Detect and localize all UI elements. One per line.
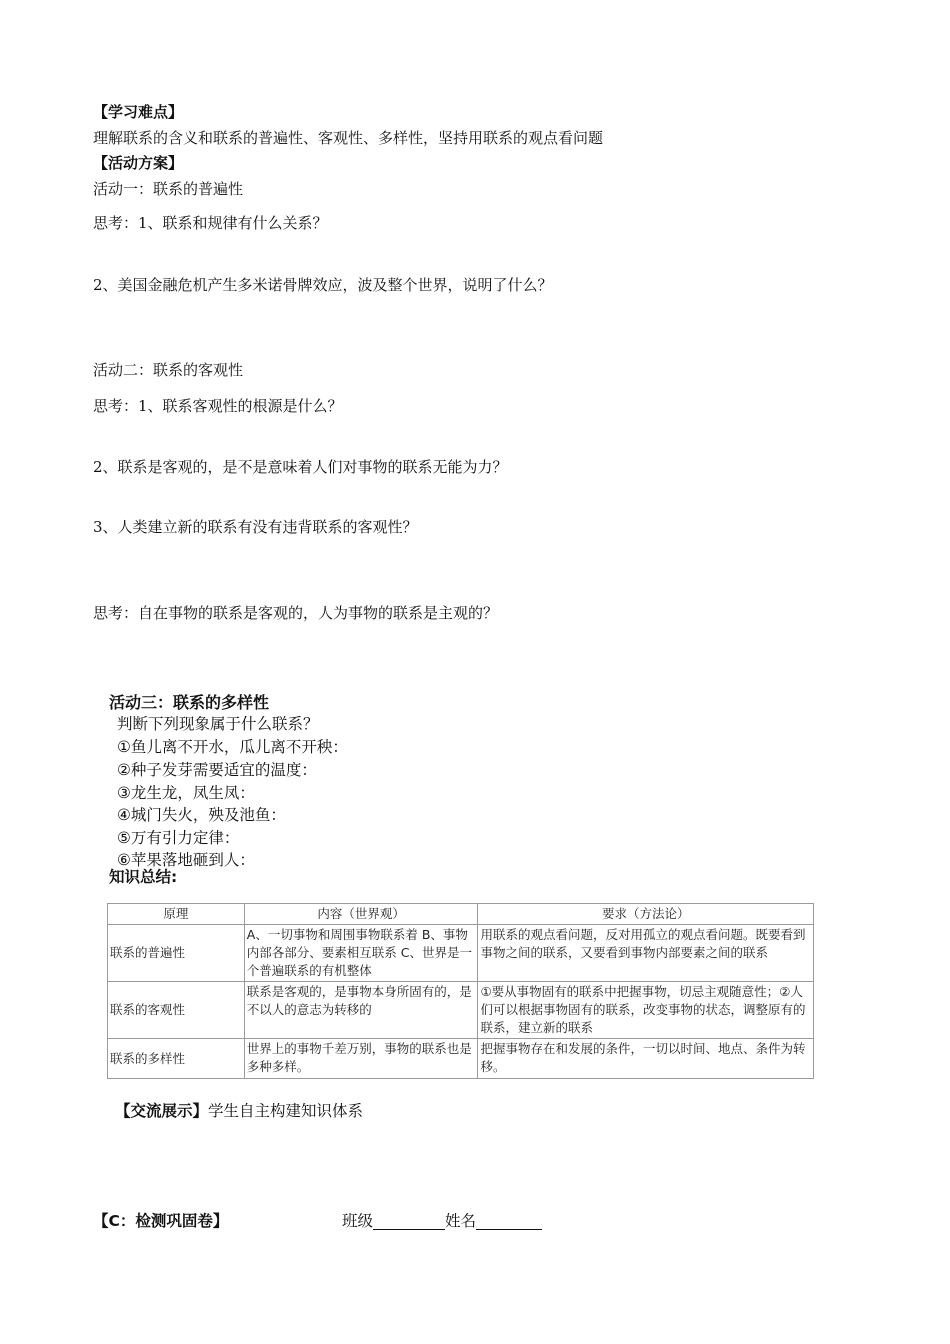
activity3-item-3: ③龙生龙，凤生凤： bbox=[117, 784, 255, 802]
difficulty-text: 理解联系的含义和联系的普遍性、客观性、多样性，坚持用联系的观点看问题 bbox=[93, 129, 604, 147]
knowledge-summary-table bbox=[107, 903, 814, 1079]
activity3-prompt: 判断下列现象属于什么联系？ bbox=[117, 715, 319, 733]
activity2-question-1: 思考：1、联系客观性的根源是什么？ bbox=[93, 397, 343, 415]
activity3-item-6: ⑥苹果落地砸到人： bbox=[117, 851, 255, 869]
activity3-item-1: ①鱼儿离不开水，瓜儿离不开秧： bbox=[117, 738, 348, 756]
name-blank[interactable] bbox=[476, 1215, 542, 1230]
class-label: 班级 bbox=[342, 1212, 374, 1230]
table-header-row bbox=[108, 904, 814, 925]
activity1-question-1: 思考：1、联系和规律有什么关系？ bbox=[93, 214, 328, 232]
header-requirement: 要求（方法论） bbox=[478, 904, 814, 925]
summary-title: 知识总结: bbox=[109, 868, 178, 886]
principle-cell: 联系的普遍性 bbox=[108, 925, 245, 982]
plan-heading: 【活动方案】 bbox=[93, 154, 184, 172]
table-row bbox=[108, 982, 814, 1039]
header-principle: 原理 bbox=[108, 904, 245, 925]
content-cell: 联系是客观的，是事物本身所固有的，是不以人的意志为转移的 bbox=[244, 982, 478, 1039]
exchange-heading: 【交流展示】 bbox=[115, 1102, 209, 1120]
activity2-title: 活动二：联系的客观性 bbox=[93, 361, 244, 379]
content-cell: A、一切事物和周围事物联系着 B、事物内部各部分、要素相互联系 C、世界是一个普遍联系的有机整体 bbox=[244, 925, 478, 982]
name-label: 姓名 bbox=[445, 1212, 477, 1230]
table-row bbox=[108, 1039, 814, 1079]
activity2-question-2: 2、联系是客观的，是不是意味着人们对事物的联系无能为力？ bbox=[93, 458, 508, 476]
activity2-question-4: 思考：自在事物的联系是客观的，人为事物的联系是主观的？ bbox=[93, 604, 499, 622]
requirement-cell: 用联系的观点看问题，反对用孤立的观点看问题。既要看到事物之间的联系，又要看到事物内部要素之间的联系 bbox=[478, 925, 814, 982]
content-cell: 世界上的事物千差万别，事物的联系也是多种多样。 bbox=[244, 1039, 478, 1079]
exchange-text: 学生自主构建知识体系 bbox=[208, 1102, 364, 1120]
activity3-item-2: ②种子发芽需要适宜的温度： bbox=[117, 761, 317, 779]
header-content: 内容（世界观） bbox=[244, 904, 478, 925]
activity3-item-5: ⑤万有引力定律： bbox=[117, 829, 240, 847]
activity3-item-4: ④城门失火，殃及池鱼： bbox=[117, 806, 286, 824]
quiz-heading: 【C：检测巩固卷】 bbox=[93, 1212, 229, 1230]
exchange-line bbox=[115, 1102, 363, 1120]
requirement-cell: ①要从事物固有的联系中把握事物，切忌主观随意性；②人们可以根据事物固有的联系，改变事物的状态，调整原有的联系，建立新的联系 bbox=[478, 982, 814, 1039]
activity1-question-2: 2、美国金融危机产生多米诺骨牌效应，波及整个世界，说明了什么？ bbox=[93, 276, 553, 294]
difficulty-heading: 【学习难点】 bbox=[93, 103, 184, 121]
requirement-cell: 把握事物存在和发展的条件，一切以时间、地点、条件为转移。 bbox=[478, 1039, 814, 1079]
activity1-title: 活动一：联系的普遍性 bbox=[93, 180, 244, 198]
principle-cell: 联系的客观性 bbox=[108, 982, 245, 1039]
class-blank[interactable] bbox=[373, 1215, 445, 1230]
activity3-title: 活动三：联系的多样性 bbox=[109, 693, 270, 712]
table-row bbox=[108, 925, 814, 982]
principle-cell: 联系的多样性 bbox=[108, 1039, 245, 1079]
quiz-fields bbox=[342, 1212, 542, 1230]
activity2-question-3: 3、人类建立新的联系有没有违背联系的客观性？ bbox=[93, 518, 418, 536]
